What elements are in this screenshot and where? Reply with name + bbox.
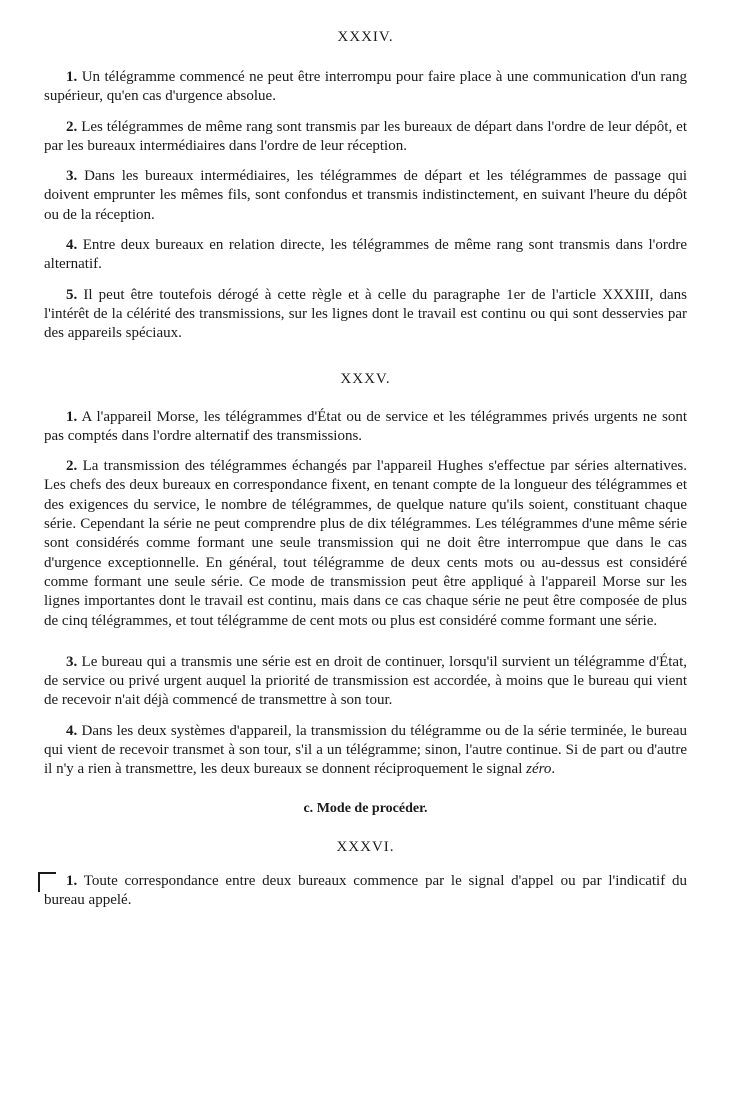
paragraph-number: 5. — [66, 286, 78, 303]
paragraph-text: Un télégramme commencé ne peut être interrompu pour faire place à une communication d'un rang supérieur, qu'en cas d'urgence absolue. — [44, 69, 688, 105]
section-title-xxxvi: XXXVI. — [336, 838, 395, 855]
paragraph-text: La transmission des télégrammes échangés par l'appareil Hughes s'effectue par séries alternatives. Les chefs des deux bureaux en correspondance fixent, en tenant compte de la longueur des télégrammes et des exigences du service, le nombre de télégrammes, de quelque nature qu'ils soient, constituant chaque série. Cependant la série ne peut comprendre plus de dix télégrammes. Les télégrammes d'une même série sont considérés comme formant une seule transmission qui ne doit être interrompue que dans le cas d'urgence exceptionnelle. En général, tout télégramme de deux cents mots ou au-dessus est considéré comme formant une seule série. Ce mode de transmission peut être appliqué à l'appareil Morse sur les lignes importantes dont le travail est continu, mais dans ce cas chaque série ne peut être composée de plus de cinq télégrammes, et tout télégramme de cent mots ou plus est considéré comme formant une série. — [44, 458, 688, 629]
paragraph-number: 2. — [66, 458, 78, 475]
paragraph — [44, 722, 687, 780]
document-page — [44, 28, 687, 921]
paragraph — [44, 408, 687, 447]
paragraph-number: 1. — [66, 408, 78, 425]
paragraph-text: Les télégrammes de même rang sont transmis par les bureaux de départ dans l'ordre de leur dépôt, et par les bureaux intermédiaires dans l'ordre de leur réception. — [44, 118, 687, 154]
paragraph-number: 3. — [66, 653, 78, 670]
paragraph-number: 1. — [66, 872, 78, 889]
subheading — [44, 800, 687, 818]
paragraph — [44, 118, 687, 157]
paragraph-text: Toute correspondance entre deux bureaux commence par le signal d'appel ou par l'indicatif du bureau appelé. — [44, 872, 688, 908]
section-title-xxxiv: XXXIV. — [337, 29, 394, 45]
subheading-label: c. — [303, 800, 314, 816]
paragraph-text: Il peut être toutefois dérogé à cette règle et à celle du paragraphe 1er de l'article XXXIII, dans l'intérêt de la célérité des transmissions, sur les lignes dont le travail est continu ou qui sont desservies par des appareils spéciaux. — [44, 286, 687, 342]
paragraph — [44, 653, 687, 711]
paragraph — [44, 68, 687, 107]
paragraph-text: Le bureau qui a transmis une série est en droit de continuer, lorsqu'il survient un télégramme d'État, de service ou privé urgent auquel la priorité de transmission est accordée, à moins que le bureau qui vient de recevoir n'ait déjà commencé de transmettre à son tour. — [44, 653, 687, 709]
paragraph — [44, 457, 687, 631]
paragraph — [44, 236, 687, 275]
paragraph-italic-word: zéro — [526, 761, 552, 778]
paragraph — [44, 167, 687, 225]
paragraph — [44, 872, 687, 911]
paragraph-tail: . — [551, 761, 556, 778]
paragraph-number: 1. — [66, 69, 78, 85]
subheading-text: Mode de procéder. — [316, 800, 428, 816]
paragraph-number: 2. — [66, 118, 78, 135]
paragraph-number: 4. — [66, 237, 78, 254]
paragraph-text: Dans les bureaux intermédiaires, les télégrammes de départ et les télégrammes de passage qui doivent emprunter les mêmes fils, sont confondus et transmis indistinctement, en suivant l'heure du dépôt ou de la réception. — [44, 168, 687, 223]
paragraph — [44, 286, 687, 344]
section-title-xxxv: XXXV. — [340, 370, 391, 387]
paragraph-text: Dans les deux systèmes d'appareil, la transmission du télégramme ou de la série terminée, le bureau qui vient de recevoir transmet à son tour, s'il a un télégramme; sinon, l'autre continue. Si de part ou d'autre il n'y a rien à transmettre, les deux bureaux se donnent réciproquement le signal — [44, 722, 688, 778]
paragraph-number: 3. — [66, 168, 78, 185]
bracket-mark-icon — [38, 872, 56, 892]
paragraph-text: Entre deux bureaux en relation directe, les télégrammes de même rang sont transmis dans l'ordre alternatif. — [44, 237, 687, 273]
paragraph-number: 4. — [66, 722, 78, 739]
paragraph-text: A l'appareil Morse, les télégrammes d'État ou de service et les télégrammes privés urgents ne sont pas comptés dans l'ordre alternatif des transmissions. — [44, 408, 687, 444]
